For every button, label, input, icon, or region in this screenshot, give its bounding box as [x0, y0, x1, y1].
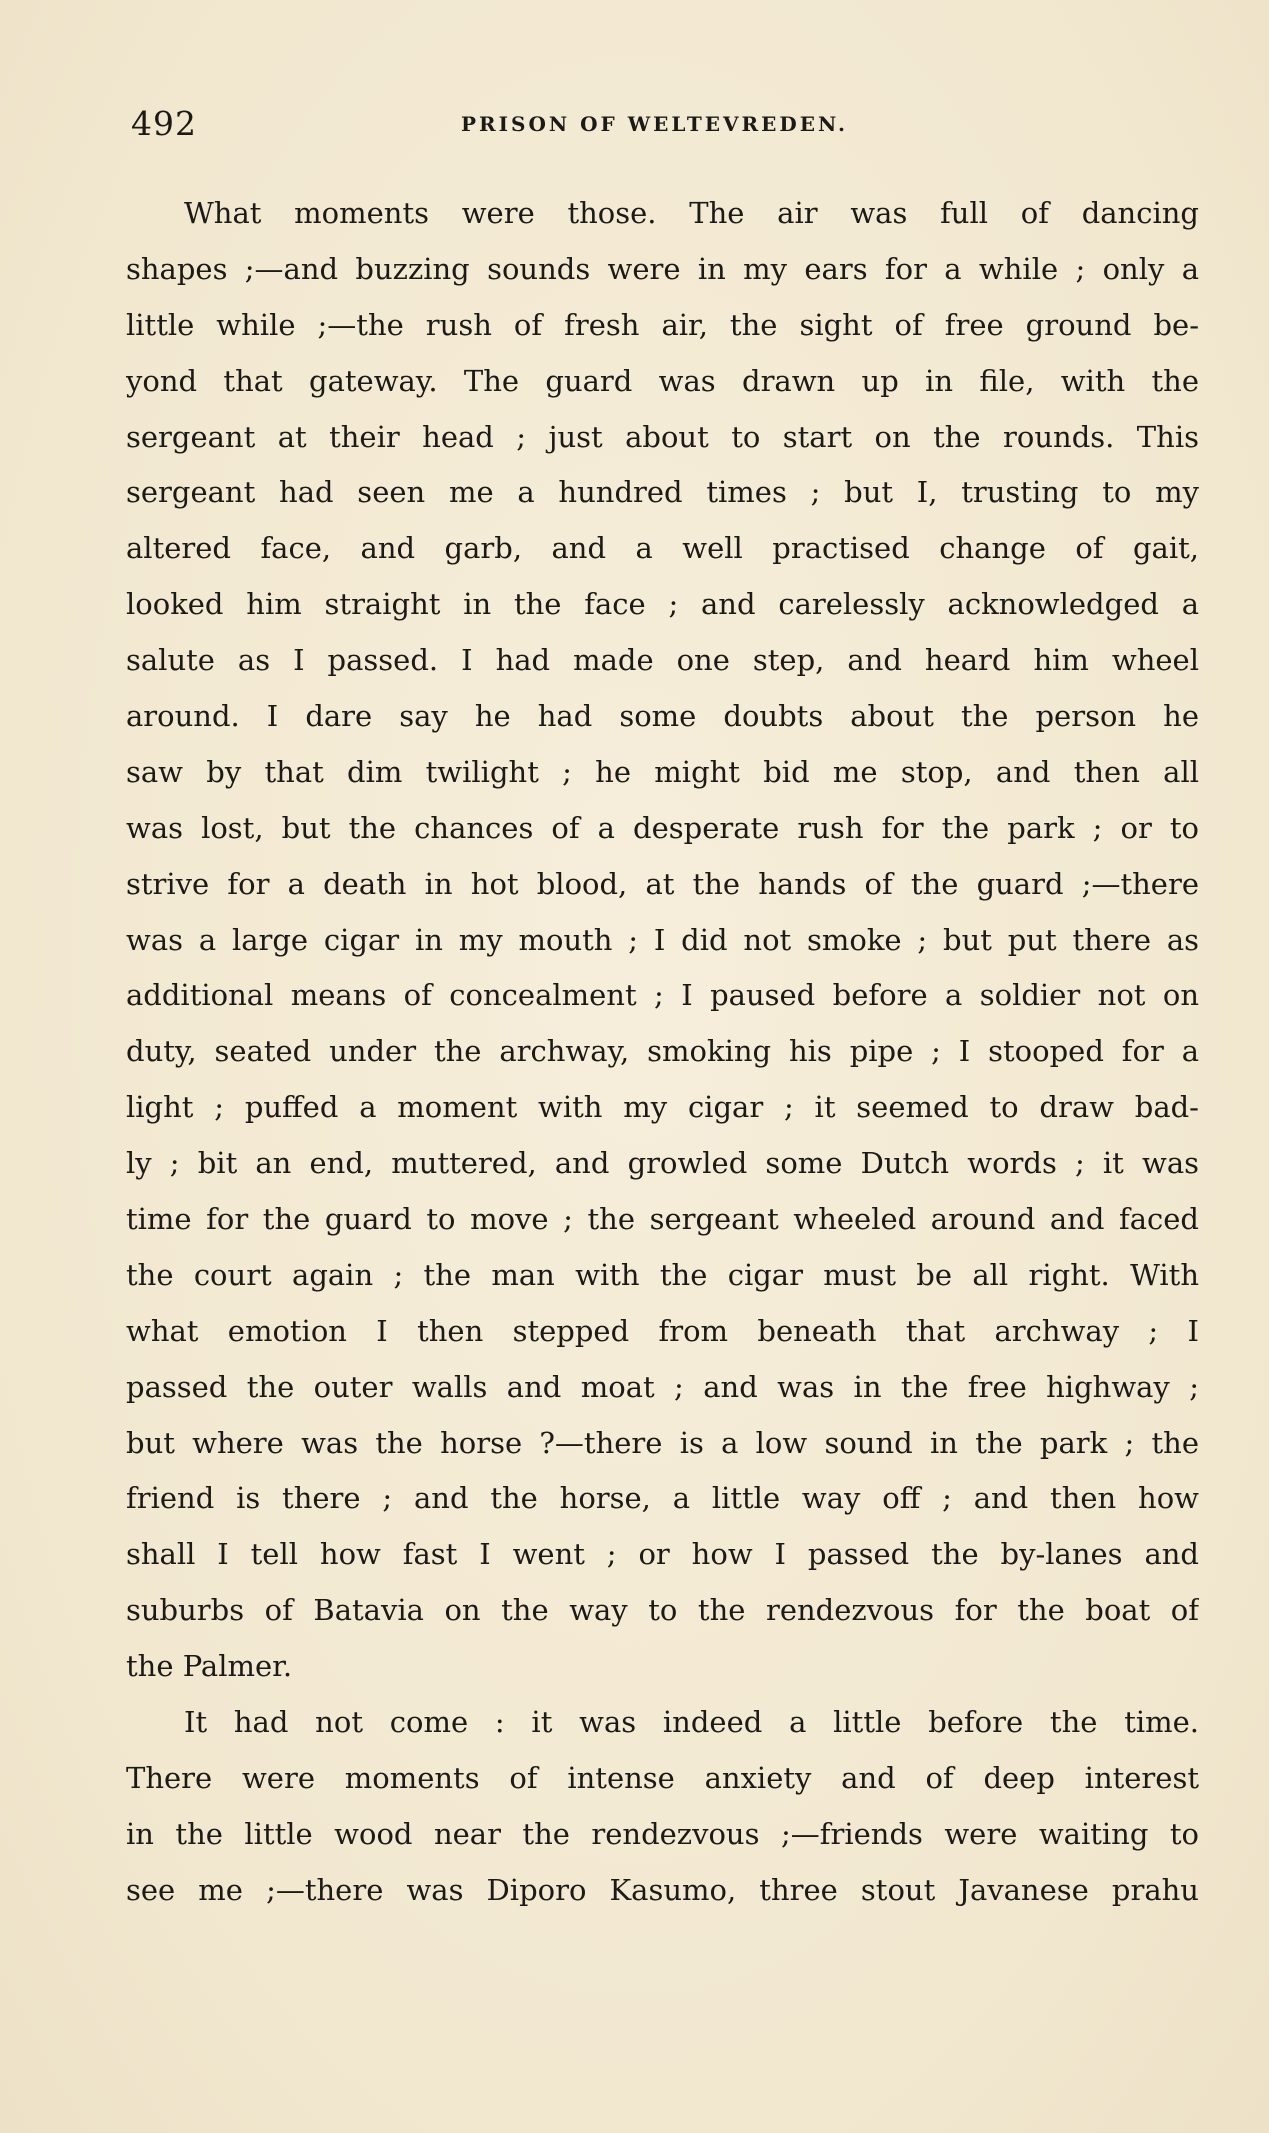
- body-text: [126, 186, 1199, 1919]
- running-title: PRISON OF WELTEVREDEN.: [461, 112, 848, 136]
- text-line: passed the outer walls and moat ; and was in the free highway ;: [126, 1369, 1199, 1404]
- text-line: the Palmer.: [126, 1649, 293, 1684]
- text-line: around. I dare say he had some doubts about the person he: [126, 699, 1199, 734]
- text-line: sergeant had seen me a hundred times ; but I, trusting to my: [126, 475, 1199, 510]
- text-line: shall I tell how fast I went ; or how I passed the by-lanes and: [126, 1537, 1199, 1572]
- text-line: What moments were those. The air was full of dancing: [184, 196, 1199, 230]
- text-line: It had not come : it was indeed a little before the time.: [184, 1705, 1199, 1740]
- text-line: There were moments of intense anxiety and of deep interest: [126, 1760, 1199, 1795]
- text-line: sergeant at their head ; just about to start on the rounds. This: [126, 419, 1199, 454]
- text-line: shapes ;—and buzzing sounds were in my ears for a while ; only a: [126, 251, 1199, 286]
- text-line: the court again ; the man with the cigar must be all right. With: [126, 1257, 1199, 1292]
- text-line: saw by that dim twilight ; he might bid me stop, and then all: [126, 754, 1199, 789]
- text-line: looked him straight in the face ; and carelessly acknowledged a: [126, 587, 1199, 622]
- text-line: time for the guard to move ; the sergeant wheeled around and faced: [126, 1202, 1199, 1237]
- text-line: friend is there ; and the horse, a little way off ; and then how: [126, 1481, 1199, 1516]
- text-line: salute as I passed. I had made one step, and heard him wheel: [126, 643, 1199, 678]
- text-line: was lost, but the chances of a desperate rush for the park ; or to: [126, 810, 1199, 845]
- text-line: light ; puffed a moment with my cigar ; it seemed to draw bad-: [126, 1090, 1199, 1125]
- text-line: was a large cigar in my mouth ; I did not smoke ; but put there as: [126, 922, 1199, 957]
- running-head: [131, 104, 1199, 148]
- text-line: duty, seated under the archway, smoking his pipe ; I stooped for a: [126, 1034, 1199, 1069]
- text-line: ly ; bit an end, muttered, and growled some Dutch words ; it was: [126, 1146, 1199, 1181]
- text-line: suburbs of Batavia on the way to the rendezvous for the boat of: [126, 1593, 1199, 1628]
- text-line: additional means of concealment ; I paused before a soldier not on: [126, 978, 1199, 1013]
- text-line: in the little wood near the rendezvous ;—friends were waiting to: [126, 1816, 1199, 1851]
- text-line: yond that gateway. The guard was drawn up in file, with the: [126, 363, 1199, 398]
- text-line: but where was the horse ?—there is a low sound in the park ; the: [126, 1425, 1199, 1460]
- text-line: strive for a death in hot blood, at the hands of the guard ;—there: [126, 866, 1199, 901]
- text-line: altered face, and garb, and a well practised change of gait,: [126, 531, 1199, 566]
- text-line: see me ;—there was Diporo Kasumo, three stout Javanese prahu: [126, 1872, 1199, 1907]
- page-number: 492: [131, 104, 197, 143]
- text-line: little while ;—the rush of fresh air, the sight of free ground be-: [126, 307, 1199, 342]
- text-line: what emotion I then stepped from beneath that archway ; I: [126, 1313, 1199, 1348]
